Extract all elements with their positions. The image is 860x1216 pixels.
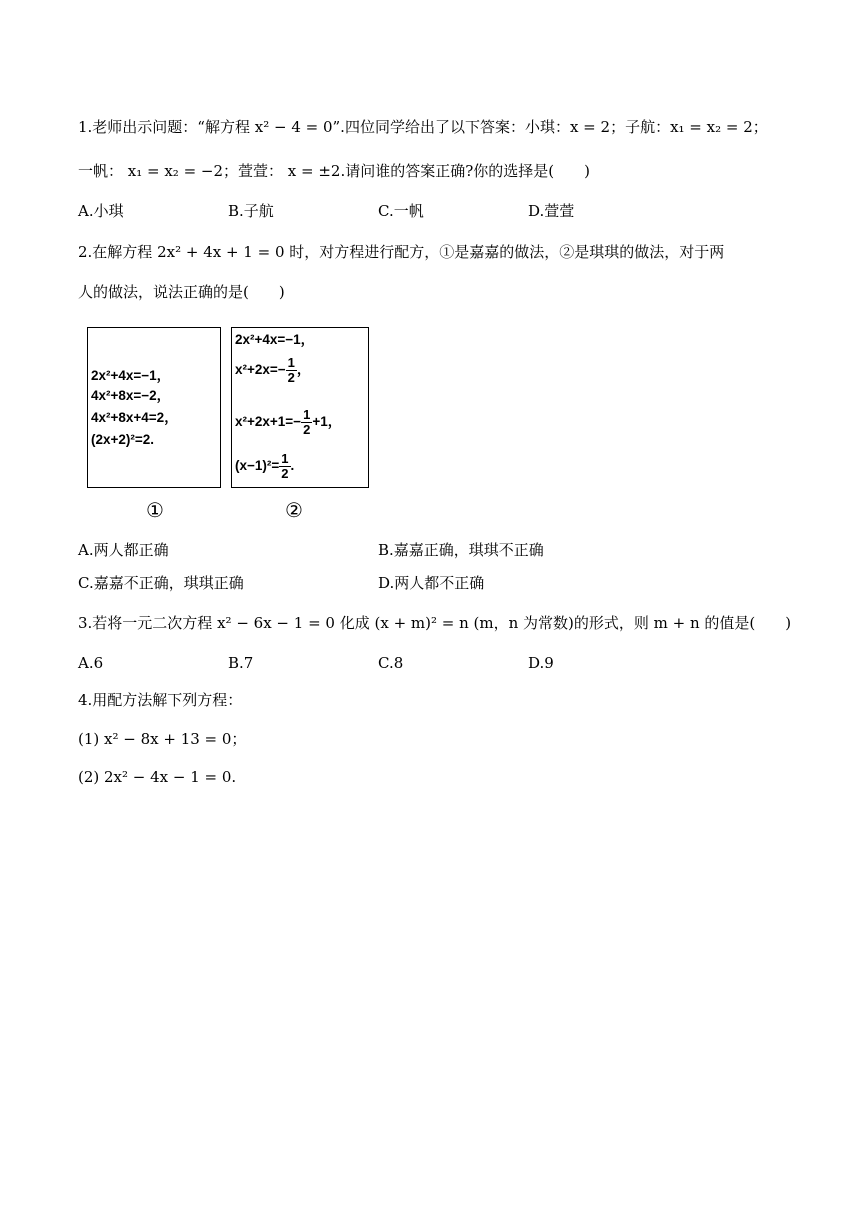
q4-title: 4.用配方法解下列方程：: [78, 691, 243, 709]
q3-line1: 3.若将一元二次方程 x² − 6x − 1 = 0 化成 (x + m)² = n (m，n 为常数)的形式，则 m + n 的值是( ): [78, 614, 792, 632]
q1-option-b: B.子航: [228, 202, 274, 220]
method-box-jiajia: [87, 327, 221, 488]
box1-step2: 4x²+8x=−2，: [91, 388, 171, 403]
box1-step1: 2x²+4x=−1，: [91, 368, 171, 383]
q4-item1: (1) x² − 8x + 13 = 0；: [78, 730, 247, 748]
q1-option-a: A.小琪: [78, 202, 124, 220]
q2-option-a: A.两人都正确: [78, 541, 169, 559]
box2-step1: 2x²+4x=−1，: [235, 332, 315, 347]
q3-option-a: A.6: [78, 654, 104, 672]
box2-step3: x²+2x+1=− $\frac{1}{2}$ +1，: [235, 407, 342, 437]
q3-option-c: C.8: [378, 654, 404, 672]
q4-item2: (2) 2x² − 4x − 1 = 0.: [78, 768, 237, 786]
box2-step2: x²+2x=− $\frac{1}{2}$ ，: [235, 355, 311, 385]
q2-line1: 2.在解方程 2x² + 4x + 1 = 0 时，对方程进行配方，①是嘉嘉的做法，②是琪琪的做法，对于两: [78, 243, 725, 261]
q1-line1: 1.老师出示问题：“解方程 x² − 4 = 0”.四位同学给出了以下答案：小琪：x = 2；子航：x₁ = x₂ = 2；: [78, 118, 768, 136]
q1-option-c: C.一帆: [378, 202, 424, 220]
q2-option-c: C.嘉嘉不正确，琪琪正确: [78, 574, 244, 592]
box1-label: ①: [146, 498, 164, 522]
box1-step4: (2x+2)²=2.: [91, 432, 155, 447]
box2-label: ②: [285, 498, 303, 522]
fraction: $\frac{1}{2}$: [281, 451, 289, 481]
q3-option-b: B.7: [228, 654, 254, 672]
box1-step3: 4x²+8x+4=2，: [91, 410, 178, 425]
box2-step4: (x−1)²= $\frac{1}{2}$ .: [235, 451, 295, 481]
fraction: $\frac{1}{2}$: [303, 407, 311, 437]
fraction: $\frac{1}{2}$: [287, 355, 295, 385]
q2-option-d: D.两人都不正确: [378, 574, 485, 592]
q1-line2: 一帆： x₁ = x₂ = −2；萱萱： x = ±2.请问谁的答案正确?你的选择是( ): [78, 162, 590, 180]
q2-line2: 人的做法，说法正确的是( ): [78, 283, 285, 301]
q1-option-d: D.萱萱: [528, 202, 575, 220]
q2-option-b: B.嘉嘉正确，琪琪不正确: [378, 541, 544, 559]
method-box-qiqi: [231, 327, 369, 488]
q3-option-d: D.9: [528, 654, 554, 672]
